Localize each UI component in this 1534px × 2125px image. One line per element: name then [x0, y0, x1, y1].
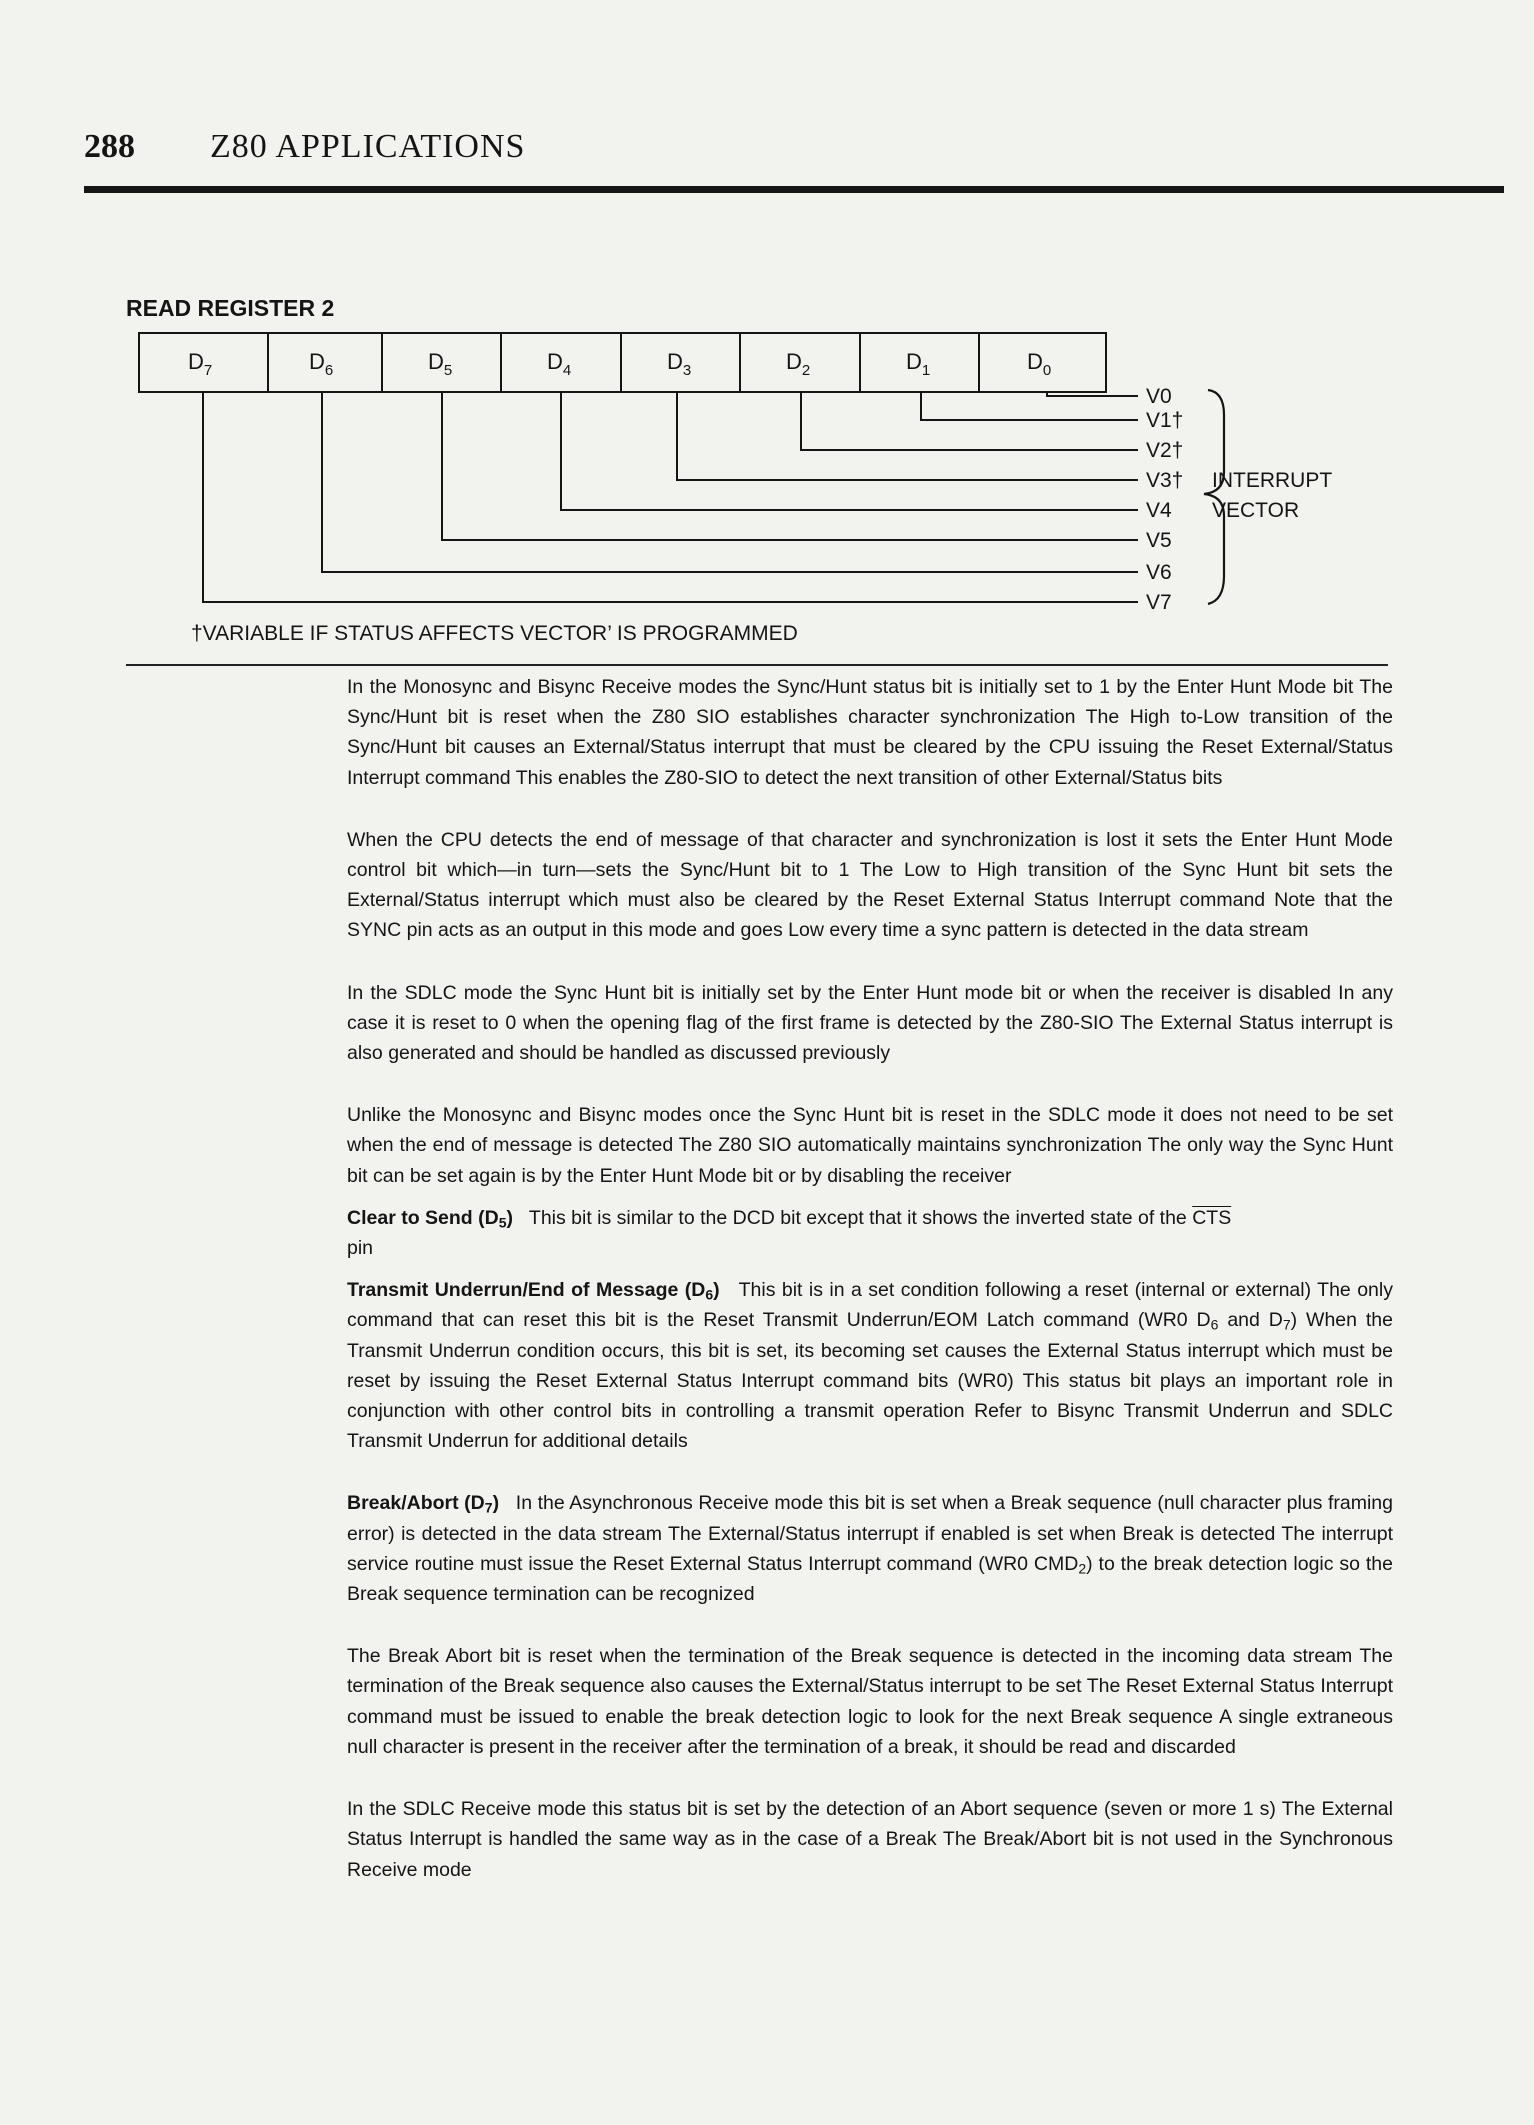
vector-label-v2: V2† [1146, 439, 1184, 462]
diagram-footnote: †VARIABLE IF STATUS AFFECTS VECTOR’ IS PROGRAMMED [191, 622, 798, 645]
section-rule [126, 664, 1388, 666]
bit-label-d5: $D_5$ [428, 349, 453, 379]
vector-label-v1: V1† [1146, 409, 1184, 432]
bit-label-d1: $D_1$ [906, 349, 931, 379]
clear-to-send-paragraph: Clear to Send $(D_5)$ This bit is similar to the DCD bit except that it shows the inverted state of the $\overline{CTS}$ pin [347, 1206, 1232, 1260]
register-box [139, 333, 1106, 392]
paragraph: Unlike the Monosync and Bisync modes once the Sync Hunt bit is reset in the SDLC mode it does not need to be set when the end of message is detected The Z80 SIO automatically maintains synchronization The only way the Sync Hunt bit can be set again is by the Enter Hunt Mode bit or by disabling the receiver [347, 1104, 1393, 1187]
diagram-title: READ REGISTER 2 [126, 295, 335, 321]
vector-label-v3: V3† [1146, 469, 1184, 492]
transmit-underrun-heading: Transmit Underrun/End of Message $(D_6)$ [347, 1279, 720, 1303]
vector-label-v7: V7 [1146, 591, 1172, 614]
bit-label-d4: $D_4$ [547, 349, 572, 379]
vector-label-v4: V4 [1146, 499, 1172, 522]
transmit-underrun-paragraph: Transmit Underrun/End of Message $(D_6)$ This bit is in a set condition following a reset (internal or external) The only command that can reset this bit is the Reset Transmit Underrun/EOM Latch command (WR0 $D_6$ and $D_7$) When the Transmit Underrun condition occurs, this bit is set, its becoming set causes the External Status interrupt which must be reset by issuing the Reset External Status Interrupt command bits (WR0) This status bit plays an important role in conjunction with other control bits in controlling a transmit operation Refer to Bisync Transmit Underrun and SDLC Transmit Underrun for additional details [347, 1279, 1393, 1453]
running-head: Z80 APPLICATIONS [210, 128, 526, 165]
paragraph: When the CPU detects the end of message of that character and synchronization is lost it sets the Enter Hunt Mode control bit which—in turn—sets the Sync/Hunt bit to 1 The Low to High transition of the Sync Hunt bit sets the External/Status interrupt which must also be cleared by the Reset External Status Interrupt command Note that the SYNC pin acts as an output in this mode and goes Low every time a sync pattern is detected in the data stream [347, 828, 1393, 942]
clear-to-send-heading: Clear to Send $(D_5)$ [347, 1206, 513, 1231]
bit-label-d2: $D_2$ [786, 349, 811, 379]
bit-label-d3: $D_3$ [667, 349, 692, 379]
header-rule [84, 186, 1504, 193]
bit-label-d0: $D_0$ [1027, 349, 1052, 379]
paragraph: The Break Abort bit is reset when the termination of the Break sequence is detected in the incoming data stream The termination of the Break sequence also causes the External/Status interrupt to be set The Reset External Status Interrupt command must be issued to enable the break detection logic to look for the next Break sequence A single extraneous null character is present in the receiver after the termination of a break, it should be read and discarded [347, 1645, 1393, 1758]
cts-signal: $\overline{CTS}$ [1192, 1206, 1232, 1229]
read-register-2-diagram [0, 280, 1534, 660]
break-abort-heading: Break/Abort $(D_7)$ [347, 1492, 500, 1516]
paragraph: In the SDLC mode the Sync Hunt bit is initially set by the Enter Hunt mode bit or when the receiver is disabled In any case it is reset to 0 when the opening flag of the first frame is detected by the Z80-SIO The External Status interrupt is also generated and should be handled as discussed previously [347, 981, 1393, 1065]
bit-label-d6: $D_6$ [309, 349, 334, 379]
paragraph: In the SDLC Receive mode this status bit is set by the detection of an Abort sequence (seven or more 1 s) The External Status Interrupt is handled the same way as in the case of a Break The Break/Abort bit is not used in the Synchronous Receive mode [347, 1798, 1393, 1881]
paragraph: In the Monosync and Bisync Receive modes the Sync/Hunt status bit is initially set to 1 by the Enter Hunt Mode bit The Sync/Hunt bit is reset when the Z80 SIO establishes character synchronization The High to-Low transition of the Sync/Hunt bit causes an External/Status interrupt that must be cleared by the CPU issuing the Reset External/Status Interrupt command This enables the Z80-SIO to detect the next transition of other External/Status bits [347, 676, 1393, 789]
vector-label-v6: V6 [1146, 561, 1172, 584]
vector-label: VECTOR [1212, 499, 1300, 522]
bit-label-d7: $D_7$ [188, 349, 213, 379]
vector-leader-lines [203, 392, 1138, 602]
body-text [347, 672, 1393, 1917]
page-number: 288 [84, 128, 135, 165]
break-abort-paragraph: Break/Abort $(D_7)$ In the Asynchronous Receive mode this bit is set when a Break sequence (null character plus framing error) is detected in the data stream The External/Status interrupt if enabled is set when Break is detected The interrupt service routine must issue the Reset External Status Interrupt command (WR0 $CMD_2$) to the break detection logic so the Break sequence termination can be recognized [347, 1492, 1393, 1606]
interrupt-vector-brace [1204, 390, 1224, 604]
interrupt-label: INTERRUPT [1212, 469, 1333, 492]
vector-label-v5: V5 [1146, 529, 1172, 552]
vector-label-v0: V0 [1146, 385, 1172, 408]
